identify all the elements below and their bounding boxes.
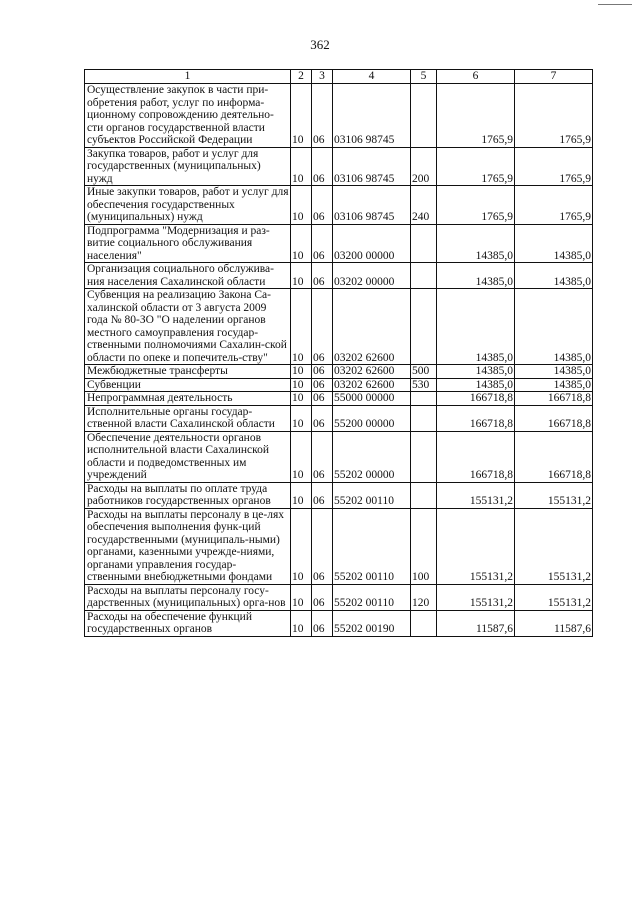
header-col-2: 2 (291, 70, 312, 84)
table-header-row (85, 70, 593, 84)
row-subsection: 06 (312, 378, 333, 392)
row-name: Расходы на выплаты по оплате труда работников государственных органов (85, 482, 291, 508)
row-amount-col6: 155131,2 (437, 482, 515, 508)
row-name: Исполнительные органы государ-ственной власти Сахалинской области (85, 405, 291, 431)
row-target-code: 03106 98745 (333, 147, 411, 186)
row-subsection: 06 (312, 147, 333, 186)
header-col-1: 1 (85, 70, 291, 84)
row-subsection: 06 (312, 365, 333, 379)
row-amount-col7: 155131,2 (515, 482, 593, 508)
row-amount-col7: 14385,0 (515, 224, 593, 263)
row-expense-type: 240 (411, 186, 437, 225)
row-section: 10 (291, 508, 312, 584)
row-amount-col6: 14385,0 (437, 289, 515, 365)
row-expense-type: 200 (411, 147, 437, 186)
row-expense-type: 100 (411, 508, 437, 584)
table-row (85, 610, 593, 636)
table-row (85, 378, 593, 392)
row-amount-col7: 166718,8 (515, 405, 593, 431)
header-col-5: 5 (411, 70, 437, 84)
row-section: 10 (291, 392, 312, 406)
row-amount-col6: 1765,9 (437, 84, 515, 148)
row-expense-type (411, 224, 437, 263)
row-amount-col6: 14385,0 (437, 365, 515, 379)
row-amount-col7: 1765,9 (515, 84, 593, 148)
row-amount-col7: 11587,6 (515, 610, 593, 636)
header-col-7: 7 (515, 70, 593, 84)
row-target-code: 03202 00000 (333, 263, 411, 289)
row-subsection: 06 (312, 508, 333, 584)
row-target-code: 55202 00000 (333, 431, 411, 482)
row-amount-col6: 14385,0 (437, 224, 515, 263)
row-subsection: 06 (312, 289, 333, 365)
row-subsection: 06 (312, 263, 333, 289)
row-target-code: 03106 98745 (333, 84, 411, 148)
row-name: Иные закупки товаров, работ и услуг для обеспечения государственных (муниципальных) нужд (85, 186, 291, 225)
row-amount-col6: 166718,8 (437, 431, 515, 482)
row-section: 10 (291, 224, 312, 263)
row-target-code: 55202 00110 (333, 584, 411, 610)
row-section: 10 (291, 263, 312, 289)
row-subsection: 06 (312, 84, 333, 148)
row-section: 10 (291, 431, 312, 482)
row-expense-type (411, 482, 437, 508)
row-name: Обеспечение деятельности органов исполнительной власти Сахалинской области и подведомственных им учреждений (85, 431, 291, 482)
row-section: 10 (291, 405, 312, 431)
table-body (85, 84, 593, 637)
row-amount-col7: 1765,9 (515, 186, 593, 225)
row-target-code: 55202 00190 (333, 610, 411, 636)
row-section: 10 (291, 584, 312, 610)
row-expense-type: 500 (411, 365, 437, 379)
row-target-code: 03202 62600 (333, 378, 411, 392)
row-amount-col7: 14385,0 (515, 263, 593, 289)
table-row (85, 84, 593, 148)
row-name: Осуществление закупок в части при-обретения работ, услуг по информа-ционному сопровождению деятельно-сти органов государственной власти субъектов Российской Федерации (85, 84, 291, 148)
row-subsection: 06 (312, 584, 333, 610)
table-row (85, 289, 593, 365)
row-name: Расходы на обеспечение функций государственных органов (85, 610, 291, 636)
row-name: Субвенции (85, 378, 291, 392)
row-subsection: 06 (312, 224, 333, 263)
header-col-3: 3 (312, 70, 333, 84)
row-expense-type (411, 405, 437, 431)
row-amount-col7: 14385,0 (515, 365, 593, 379)
table-row (85, 365, 593, 379)
row-target-code: 03106 98745 (333, 186, 411, 225)
row-amount-col7: 155131,2 (515, 508, 593, 584)
row-section: 10 (291, 186, 312, 225)
table-row (85, 147, 593, 186)
row-subsection: 06 (312, 482, 333, 508)
row-target-code: 55000 00000 (333, 392, 411, 406)
row-target-code: 55200 00000 (333, 405, 411, 431)
row-subsection: 06 (312, 405, 333, 431)
row-amount-col6: 14385,0 (437, 263, 515, 289)
row-amount-col7: 14385,0 (515, 289, 593, 365)
row-subsection: 06 (312, 431, 333, 482)
row-amount-col7: 14385,0 (515, 378, 593, 392)
row-expense-type (411, 610, 437, 636)
budget-table (84, 69, 593, 637)
row-expense-type (411, 392, 437, 406)
table-row (85, 584, 593, 610)
row-amount-col6: 155131,2 (437, 584, 515, 610)
row-amount-col6: 1765,9 (437, 147, 515, 186)
row-amount-col6: 166718,8 (437, 392, 515, 406)
row-name: Организация социального обслужива-ния населения Сахалинской области (85, 263, 291, 289)
row-expense-type (411, 263, 437, 289)
row-section: 10 (291, 610, 312, 636)
table-row (85, 186, 593, 225)
table-row (85, 508, 593, 584)
row-target-code: 03200 00000 (333, 224, 411, 263)
row-amount-col7: 1765,9 (515, 147, 593, 186)
row-section: 10 (291, 289, 312, 365)
row-name: Подпрограмма "Модернизация и раз-витие социального обслуживания населения" (85, 224, 291, 263)
row-section: 10 (291, 365, 312, 379)
row-section: 10 (291, 378, 312, 392)
table-row (85, 392, 593, 406)
row-name: Субвенция на реализацию Закона Са-халинской области от 3 августа 2009 года № 80-ЗО "О наделении органов местного самоуправления государ-ственными полномочиями Сахалин-ской области по опеке и попечитель-ству" (85, 289, 291, 365)
table-row (85, 224, 593, 263)
row-section: 10 (291, 84, 312, 148)
header-col-6: 6 (437, 70, 515, 84)
row-amount-col6: 166718,8 (437, 405, 515, 431)
row-amount-col6: 14385,0 (437, 378, 515, 392)
row-target-code: 03202 62600 (333, 365, 411, 379)
row-expense-type (411, 289, 437, 365)
row-amount-col6: 155131,2 (437, 508, 515, 584)
page-number: 362 (310, 37, 330, 52)
row-expense-type (411, 431, 437, 482)
row-amount-col7: 166718,8 (515, 431, 593, 482)
row-name: Закупка товаров, работ и услуг для государственных (муниципальных) нужд (85, 147, 291, 186)
row-section: 10 (291, 482, 312, 508)
row-expense-type (411, 84, 437, 148)
row-section: 10 (291, 147, 312, 186)
row-name: Расходы на выплаты персоналу госу-дарственных (муниципальных) орга-нов (85, 584, 291, 610)
row-name: Межбюджетные трансферты (85, 365, 291, 379)
row-amount-col6: 11587,6 (437, 610, 515, 636)
row-target-code: 55202 00110 (333, 482, 411, 508)
row-name: Расходы на выплаты персоналу в це-лях обеспечения выполнения функ-ций государственными (муниципаль-ными) органами, казенными учрежде-ниями, органами управления государ-ственными внебюджетными фондами (85, 508, 291, 584)
table-row (85, 405, 593, 431)
row-amount-col7: 166718,8 (515, 392, 593, 406)
header-col-4: 4 (333, 70, 411, 84)
row-expense-type: 530 (411, 378, 437, 392)
table-row (85, 263, 593, 289)
row-target-code: 03202 62600 (333, 289, 411, 365)
row-amount-col6: 1765,9 (437, 186, 515, 225)
table-row (85, 482, 593, 508)
row-amount-col7: 155131,2 (515, 584, 593, 610)
row-subsection: 06 (312, 392, 333, 406)
row-name: Непрограммная деятельность (85, 392, 291, 406)
row-subsection: 06 (312, 610, 333, 636)
table-row (85, 431, 593, 482)
row-expense-type: 120 (411, 584, 437, 610)
scan-mark (598, 4, 632, 5)
row-target-code: 55202 00110 (333, 508, 411, 584)
row-subsection: 06 (312, 186, 333, 225)
